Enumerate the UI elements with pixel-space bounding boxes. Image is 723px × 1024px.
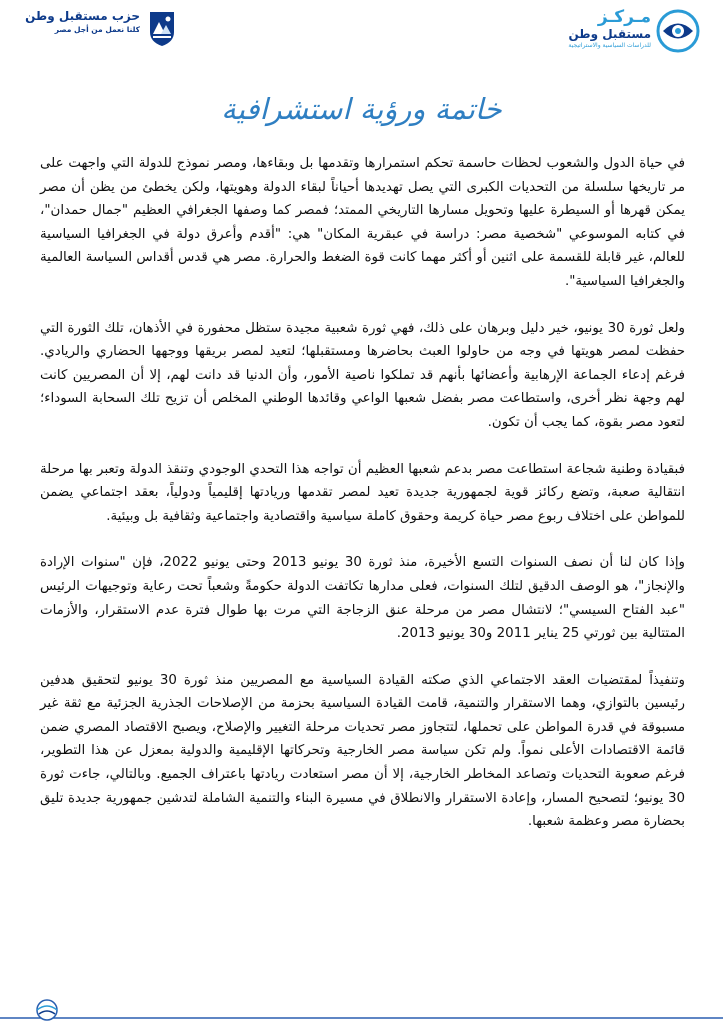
party-logo — [22, 8, 182, 50]
page-title: خاتمة ورؤية استشرافية — [221, 92, 502, 126]
center-name: مـركـز — [597, 7, 651, 27]
party-logo-text — [22, 8, 140, 36]
pyramids-emblem-icon — [144, 8, 180, 48]
paragraph: في حياة الدول والشعوب لحظات حاسمة تحكم استمرارها وتقدمها بل وبقاءها، ومصر نموذج للدولة التي واجهت على مر تاريخها سلسلة من التحديات الكبرى التي يصل تهديدها أحياناً لبقاء الدولة وهويتها، ولكن يخطئ من يظن أن مصر يمكن قهرها أو السيطرة عليها وتحويل مسارها التاريخي الممتد؛ فمصر كما وصفها الجغرافي العظيم "جمال حمدان"، في كتابه الموسوعي "شخصية مصر: دراسة في عبقرية المكان" هي: "أقدم وأعرق دولة في الجغرافيا السياسية للعالم، غير قابلة للقسمة على اثنين أو أكثر مهما كانت قوة الضغط والحرارة. مصر هي قدس أقداس السياسة العالمية والجغرافيا السياسية". — [40, 156, 685, 289]
paragraph: وإذا كان لنا أن نصف السنوات التسع الأخيرة، منذ ثورة 30 يونيو 2013 وحتى يونيو 2022، فإن "سنوات الإرادة والإنجاز"، هو الوصف الدقيق لتلك السنوات، فعلى مدارها تكاتفت الدولة حكومةً وشعباً تحت رعاية وتوجيهات الرئيس "عبد الفتاح السيسي"؛ لانتشال مصر من مرحلة عنق الزجاجة التي مرت بها طوال فترة عدم الاستقرار، والأزمات المتتالية بين ثورتي 25 يناير 2011 و30 يونيو 2013. — [40, 555, 686, 642]
center-logo — [551, 6, 701, 56]
center-tagline: للدراسات السياسية والاستراتيجية — [568, 42, 651, 49]
party-slogan: كلنا نعمل من أجل مصر — [54, 25, 140, 34]
center-subtitle: مستقبل وطن — [568, 27, 651, 41]
page-header — [0, 0, 723, 62]
paragraph: ولعل ثورة 30 يونيو، خير دليل وبرهان على ذلك، فهي ثورة شعبية مجيدة ستظل محفورة في الأذهان، تلك الثورة التي حفظت لمصر هويتها في وجه من حاولوا العبث بحاضرها ومستقبلها؛ لتعيد لمصر بريقها ووجهها الحضاري والريادي. فرغم إدعاء الجماعة الإرهابية وأعضائها بأنهم قد تملكوا ناصية الأمور، وأن الدنيا قد دانت لهم، إلا أن المصريين كانت لهم وجهة نظر أخرى، واستطاعت مصر بفضل شعبها الواعي وقائدها الوطني المخلص أن تزيح تلك السحابة السوداء؛ لتعود مصر بقوة، كما يجب أن تكون. — [40, 320, 685, 430]
center-logo-text — [555, 8, 651, 50]
globe-footer-icon — [37, 1000, 57, 1020]
eye-globe-emblem-icon — [655, 8, 701, 54]
article-body — [40, 152, 685, 857]
page-footer — [0, 996, 723, 1024]
paragraph: وتنفيذاً لمقتضيات العقد الاجتماعي الذي صكته القيادة السياسية مع المصريين منذ ثورة 30 يونيو لتحقيق هدفين رئيسين بالتوازي، وهما الاستقرار والتنمية، قامت القيادة السياسية بحزمة من الإصلاحات الجذرية الجزئية مع ثقة غير مسبوقة في قدرة المواطن على تحملها، لتتجاوز مصر تحديات مرحلة التغيير والإصلاح، ويصبح الاقتصاد المصري ضمن قائمة الاقتصادات الأعلى نمواً. ولم تكن سياسة مصر الخارجية وتحركاتها الإقليمية والدولية بمعزل عن هذا التطوير، فرغم صعوبة التحديات وتصاعد المخاطر الخارجية، إلا أن مصر استعادت ريادتها باعتراف الجميع. وبالتالي، جاءت ثورة 30 يونيو؛ لتصحيح المسار، وإعادة الاستقرار والانطلاق في مسيرة البناء والتنمية الشاملة لتدشين جمهورية جديدة تليق بحضارة مصر وعظمة شعبها. — [40, 672, 685, 830]
paragraph: فبقيادة وطنية شجاعة استطاعت مصر بدعم شعبها العظيم أن تواجه هذا التحدي الوجودي وتنقذ الدولة وتعبر بها مرحلة انتقالية صعبة، وتضع ركائز قوية لجمهورية جديدة تعيد لمصر تقدمها وريادتها إقليمياً ودولياً، بعقد اجتماعي يضمن للمواطن على اختلاف ربوع مصر حياة كريمة وحقوق كاملة سياسية واقتصادية واجتماعية وثقافية بل وبيئية. — [40, 461, 685, 524]
party-name: حزب مستقبل وطن — [25, 9, 140, 23]
